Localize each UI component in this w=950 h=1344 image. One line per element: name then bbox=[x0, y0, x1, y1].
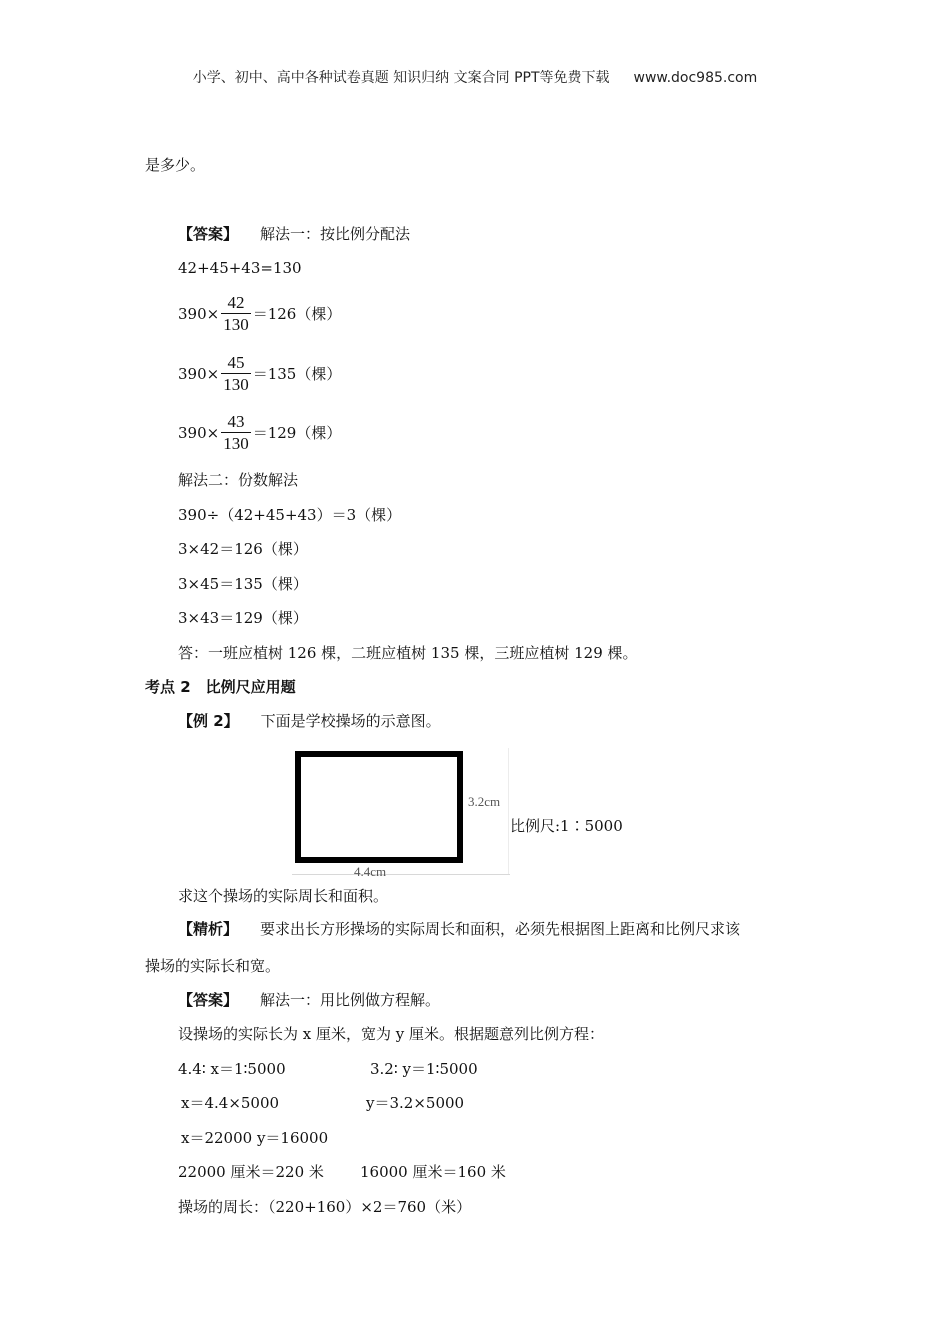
numerator: 42 bbox=[227, 293, 245, 312]
answer-2-method-1: 解法一：用比例做方程解。 bbox=[260, 991, 441, 1009]
example-2-line bbox=[178, 711, 441, 731]
perimeter-line: 操场的周长：（220+160）×2＝760（米） bbox=[178, 1198, 472, 1216]
playground-diagram bbox=[292, 748, 622, 878]
equation-1a: 4.4∶ x＝1∶5000 bbox=[178, 1060, 286, 1078]
method-2-line-3: 3×45＝135（棵） bbox=[178, 575, 308, 593]
analysis-line-2: 操场的实际长和宽。 bbox=[145, 957, 281, 975]
fraction-lhs: 390× bbox=[178, 364, 220, 383]
answer-1-method-1: 解法一：按比例分配法 bbox=[260, 225, 411, 243]
fraction bbox=[221, 352, 251, 395]
analysis-label: 【精析】 bbox=[178, 920, 239, 938]
method-2-line-1: 390÷（42+45+43）＝3（棵） bbox=[178, 506, 402, 524]
answer-2-label: 【答案】 bbox=[178, 991, 239, 1009]
figure-baseline bbox=[292, 874, 510, 875]
fraction-rhs: ＝126（棵） bbox=[252, 304, 342, 323]
numerator: 43 bbox=[227, 412, 245, 431]
equation-2b: y＝3.2×5000 bbox=[366, 1094, 465, 1112]
question-text: 求这个操场的实际周长和面积。 bbox=[178, 887, 389, 905]
conversion-b: 16000 厘米＝160 米 bbox=[360, 1163, 506, 1181]
equation-1b: 3.2∶ y＝1∶5000 bbox=[370, 1060, 478, 1078]
fraction-lhs: 390× bbox=[178, 423, 220, 442]
fraction-lhs: 390× bbox=[178, 304, 220, 323]
width-label: 4.4cm bbox=[354, 864, 387, 879]
header-title: 小学、初中、高中各种试卷真题 知识归纳 文案合同 PPT等免费下载 bbox=[192, 70, 610, 86]
height-label: 3.2cm bbox=[468, 794, 501, 809]
denominator: 130 bbox=[223, 375, 249, 394]
playground-rectangle bbox=[295, 751, 463, 863]
page-header bbox=[0, 68, 950, 88]
analysis-text-1: 要求出长方形操场的实际周长和面积，必须先根据图上距离和比例尺求该 bbox=[260, 920, 741, 938]
example-2-label: 【例 2】 bbox=[178, 712, 239, 730]
denominator: 130 bbox=[223, 434, 249, 453]
answer-2-line bbox=[178, 990, 440, 1010]
conversion-a: 22000 厘米＝220 米 bbox=[178, 1163, 324, 1181]
header-url[interactable]: www.doc985.com bbox=[633, 70, 758, 86]
method-2-line-2: 3×42＝126（棵） bbox=[178, 540, 308, 558]
figure-border-line bbox=[508, 748, 509, 875]
sum-equation: 42+45+43=130 bbox=[178, 259, 302, 277]
section-2-heading: 考点 2 比例尺应用题 bbox=[145, 678, 296, 696]
fraction-equation-1 bbox=[178, 292, 341, 335]
scale-label: 比例尺:1∶5000 bbox=[510, 817, 623, 835]
fraction-rhs: ＝135（棵） bbox=[252, 364, 342, 383]
method-2-line-4: 3×43＝129（棵） bbox=[178, 609, 308, 627]
equation-2a: x＝4.4×5000 bbox=[181, 1094, 280, 1112]
answer-1-label: 【答案】 bbox=[178, 225, 239, 243]
fraction-rhs: ＝129（棵） bbox=[252, 423, 342, 442]
fraction-equation-3 bbox=[178, 411, 341, 454]
denominator: 130 bbox=[223, 315, 249, 334]
fraction bbox=[221, 292, 251, 335]
answer-1-conclusion: 答：一班应植树 126 棵，二班应植树 135 棵，三班应植树 129 棵。 bbox=[178, 644, 638, 662]
answer-2-intro: 设操场的实际长为 x 厘米，宽为 y 厘米。根据题意列比例方程： bbox=[178, 1025, 605, 1043]
answer-1-method-2: 解法二：份数解法 bbox=[178, 471, 299, 489]
analysis-line-1 bbox=[178, 919, 740, 939]
numerator: 45 bbox=[227, 353, 245, 372]
answer-1-line bbox=[178, 224, 410, 244]
continued-text: 是多少。 bbox=[145, 156, 206, 174]
fraction bbox=[221, 411, 251, 454]
fraction-equation-2 bbox=[178, 352, 341, 395]
equation-3: x＝22000 y＝16000 bbox=[181, 1129, 329, 1147]
example-2-text: 下面是学校操场的示意图。 bbox=[260, 712, 441, 730]
